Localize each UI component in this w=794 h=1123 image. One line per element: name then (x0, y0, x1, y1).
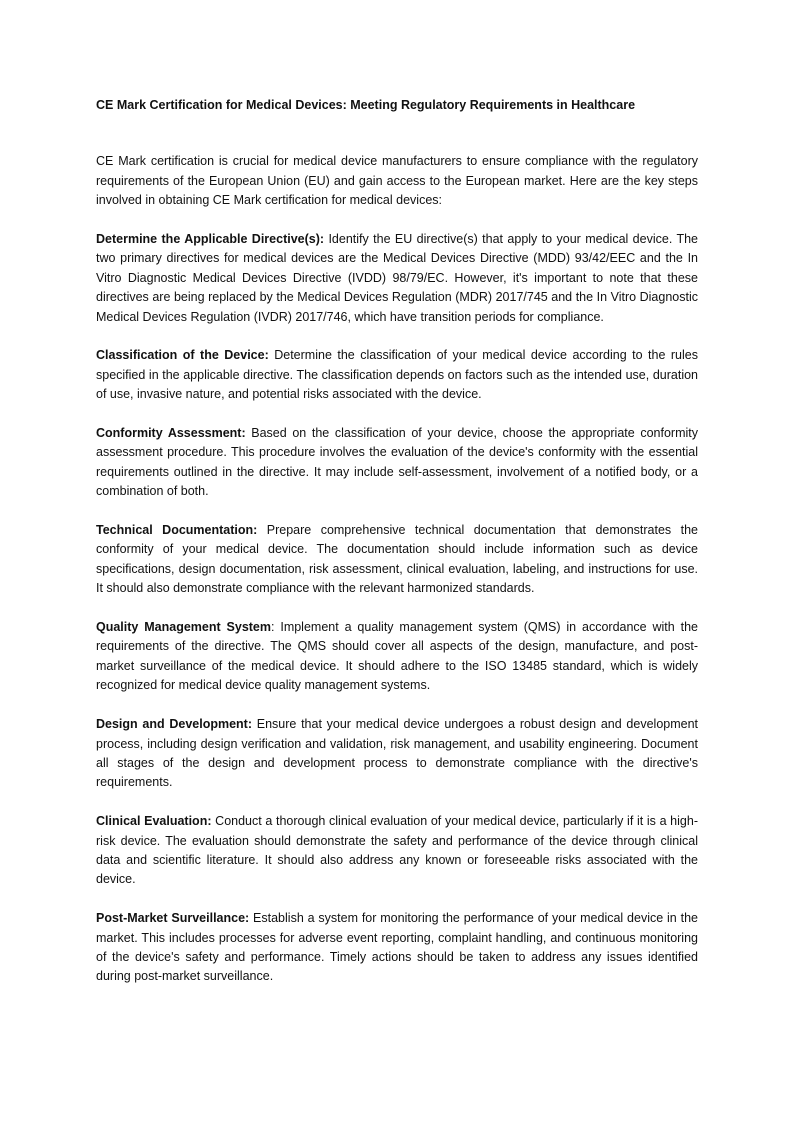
section-heading: Design and Development: (96, 717, 253, 732)
section-heading: Classification of the Device: (96, 348, 269, 363)
document-page (96, 96, 698, 1006)
intro-paragraph: CE Mark certification is crucial for medical device manufacturers to ensure compliance with the regulatory requirements of the European Union (EU) and gain access to the European market. Here are the key steps involved in obtaining CE Mark certification for medical devices: (96, 154, 698, 208)
section-heading: Determine the Applicable Directive(s): (96, 232, 325, 247)
section-heading: Quality Management System (96, 620, 271, 635)
section-heading: Post-Market Surveillance: (96, 911, 250, 926)
section-paragraph (96, 715, 698, 793)
section-paragraph (96, 230, 698, 327)
section-paragraph (96, 424, 698, 502)
section-heading: Technical Documentation: (96, 523, 258, 538)
section-paragraph (96, 521, 698, 599)
section-body: : Implement a quality management system (QMS) in accordance with the requirements of the directive. The QMS should cover all aspects of the design, manufacture, and post-market surveillance of the medical device. It should adhere to the ISO 13485 standard, which is widely recognized for medical device quality management systems. (96, 620, 698, 693)
section-body: Conduct a thorough clinical evaluation of your medical device, particularly if it is a high-risk device. The evaluation should demonstrate the safety and performance of the device through clinical data and scientific literature. It should also address any known or foreseeable risks associated with the device. (96, 814, 698, 887)
section-paragraph (96, 618, 698, 696)
document-title: CE Mark Certification for Medical Devices: Meeting Regulatory Requirements in Healthcare (96, 98, 636, 112)
section-body: Determine the classification of your medical device according to the rules specified in the applicable directive. The classification depends on factors such as the intended use, duration of use, invasive nature, and potential risks associated with the device. (96, 348, 698, 402)
section-body: Based on the classification of your device, choose the appropriate conformity assessment procedure. This procedure involves the evaluation of the device's conformity with the essential requirements outlined in the directive. It may include self-assessment, involvement of a notified body, or a combination of both. (96, 426, 698, 499)
section-body: Prepare comprehensive technical documentation that demonstrates the conformity of your medical device. The documentation should include information such as device specifications, design documentation, risk assessment, clinical evaluation, labeling, and instructions for use. It should also demonstrate compliance with the relevant harmonized standards. (96, 523, 699, 596)
section-body: Identify the EU directive(s) that apply to your medical device. The two primary directives for medical devices are the Medical Devices Directive (MDD) 93/42/EEC and the In Vitro Diagnostic Medical Devices Directive (IVDD) 98/79/EC. However, it's important to note that these directives are being replaced by the Medical Devices Regulation (MDR) 2017/745 and the In Vitro Diagnostic Medical Devices Regulation (IVDR) 2017/746, which have transition periods for compliance. (96, 232, 698, 324)
section-body: Establish a system for monitoring the performance of your medical device in the market. This includes processes for adverse event reporting, complaint handling, and continuous monitoring of the device's safety and performance. Timely actions should be taken to address any issues identified during post-market surveillance. (96, 911, 698, 984)
section-paragraph (96, 812, 698, 890)
section-paragraph (96, 909, 698, 987)
section-body: Ensure that your medical device undergoes a robust design and development process, including design verification and validation, risk management, and usability engineering. Document all stages of the design and development process to demonstrate compliance with the directive's requirements. (96, 717, 699, 790)
section-heading: Clinical Evaluation: (96, 814, 212, 829)
section-paragraph (96, 346, 698, 404)
section-heading: Conformity Assessment: (96, 426, 246, 441)
